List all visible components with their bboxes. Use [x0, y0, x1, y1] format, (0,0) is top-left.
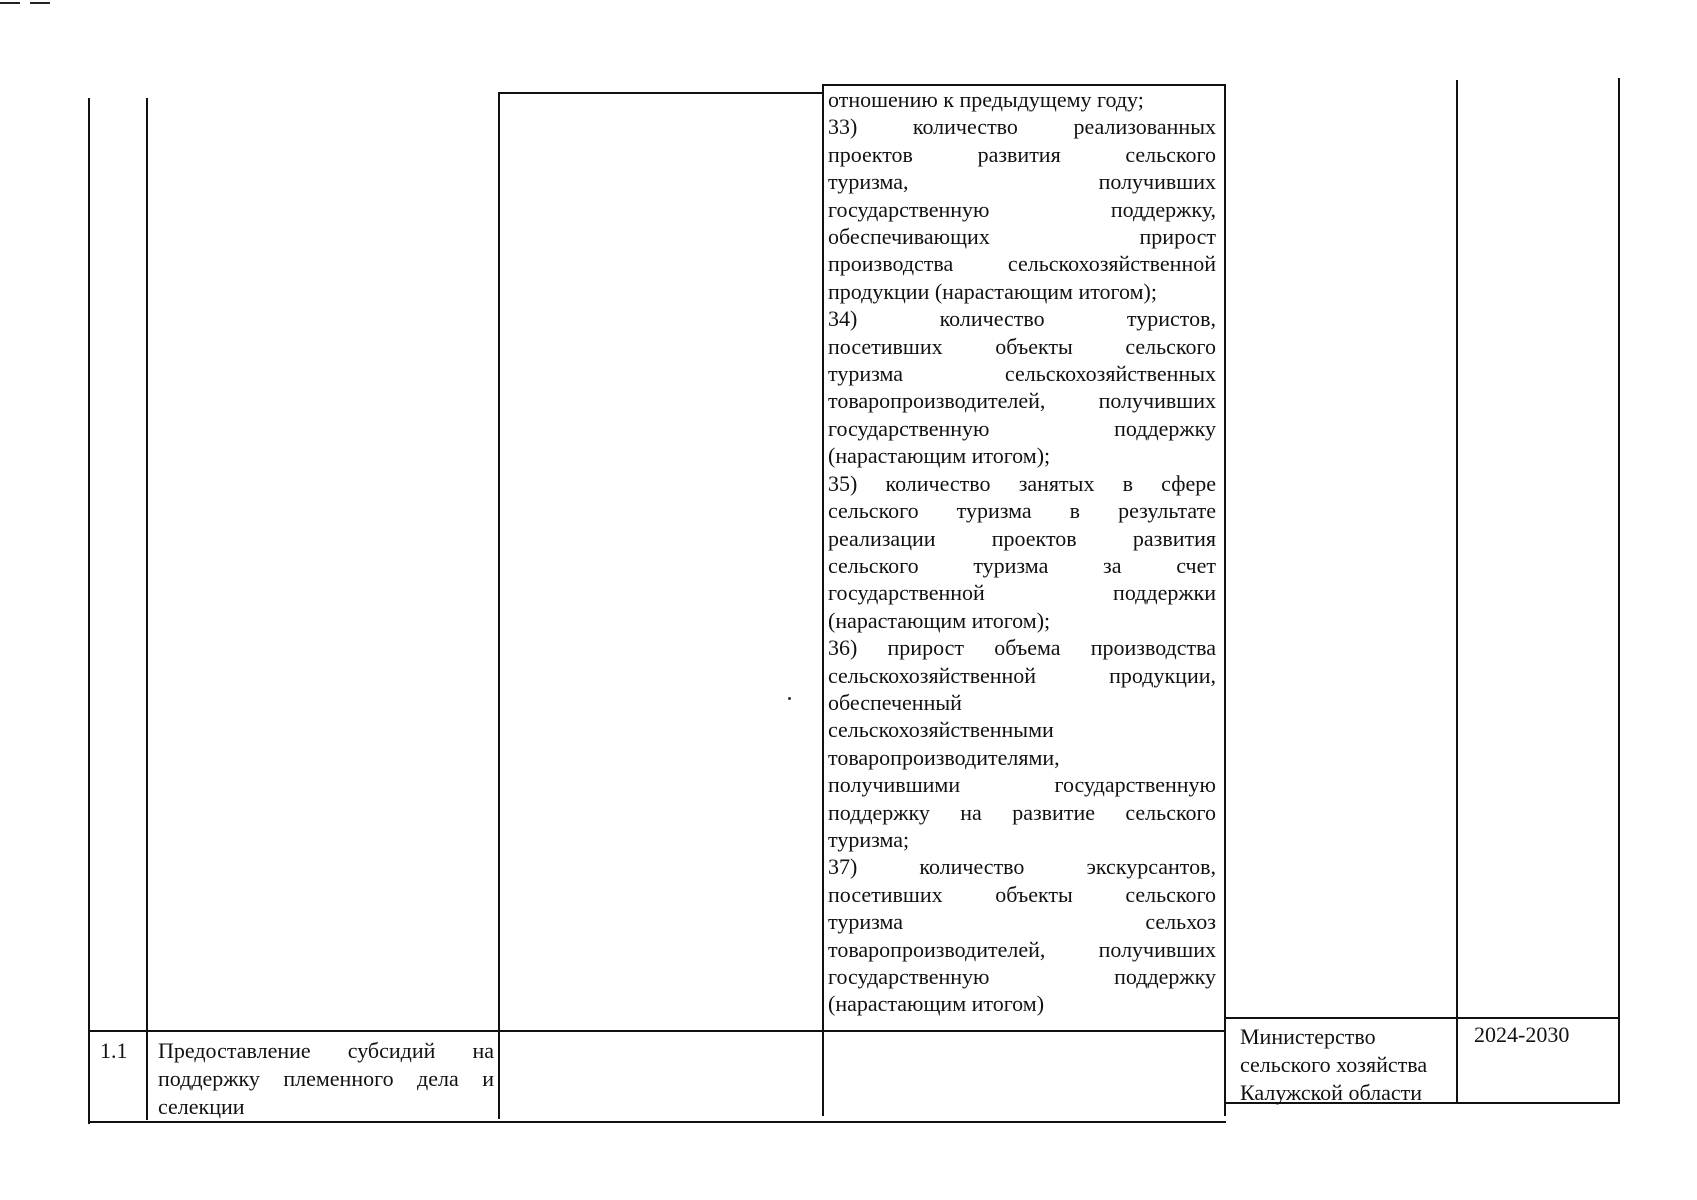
row-divider [88, 1030, 1226, 1032]
indicator-line: продукции (нарастающим итогом); [828, 278, 1157, 304]
indicator-line: проектов развития сельского [828, 141, 1216, 167]
executor-cell [1240, 1023, 1462, 1107]
scan-speck [788, 697, 791, 700]
scan-mark [0, 2, 20, 4]
indicator-line: товаропроизводителями, [828, 744, 1060, 770]
indicator-line: государственную поддержку [828, 964, 1216, 989]
indicator-line: посетивших объекты сельского [828, 881, 1216, 907]
row-divider-right [1224, 1017, 1620, 1019]
column-divider-5 [1456, 80, 1458, 1103]
indicator-line: сельскохозяйственной продукции, [828, 662, 1216, 688]
indicator-line: государственную поддержку, [828, 196, 1216, 222]
column-divider-4 [1224, 84, 1226, 1116]
executor-line: Калужской области [1240, 1080, 1422, 1105]
indicator-line: поддержку на развитие сельского [828, 799, 1216, 825]
indicator-line: отношению к предыдущему году; [828, 87, 1144, 112]
indicator-line: (нарастающим итогом); [828, 607, 1051, 633]
column-divider-2 [498, 92, 500, 1119]
indicator-line: товаропроизводителей, получивших [828, 388, 1216, 414]
column-divider-3 [822, 86, 824, 1116]
indicator-line: туризма сельскохозяйственных [828, 361, 1216, 387]
row-name-cell [158, 1037, 494, 1121]
indicator-line: государственную поддержку [828, 415, 1216, 441]
indicator-line: 33) количество реализованных [828, 114, 1216, 140]
executor-line: Министерство [1240, 1024, 1376, 1049]
indicator-line: туризма сельхоз [828, 909, 1216, 935]
indicator-line: получившими государственную [828, 772, 1216, 798]
indicator-line: государственной поддержки [828, 580, 1216, 606]
indicator-line: 37) количество экскурсантов, [828, 854, 1216, 880]
indicator-line: сельского туризма в результате [828, 498, 1216, 524]
indicator-line: обеспеченный [828, 689, 962, 715]
indicator-line: туризма, получивших [828, 169, 1216, 195]
indicator-line: (нарастающим итогом); [828, 443, 1051, 469]
row-name-line: поддержку племенного дела и [158, 1066, 494, 1091]
indicator-line: сельскохозяйственными [828, 717, 1054, 743]
indicator-line: 36) прирост объема производства [828, 635, 1216, 661]
indicator-line: реализации проектов развития [828, 525, 1216, 551]
column-divider-1 [146, 98, 148, 1120]
table-border-bottom [88, 1121, 1226, 1123]
table-border-right [1618, 78, 1620, 1103]
indicator-line: товаропроизводителей, получивших [828, 936, 1216, 962]
row-number: 1.1 [100, 1038, 128, 1063]
table-border-left [88, 98, 90, 1124]
indicator-line: 35) количество занятых в сфере [828, 470, 1216, 496]
top-border-column-3 [498, 92, 824, 94]
indicator-line: туризма; [828, 826, 910, 852]
indicator-line: (нарастающим итогом) [828, 991, 1045, 1017]
indicator-line: обеспечивающих прирост [828, 224, 1216, 250]
row-name-line: селекции [158, 1094, 245, 1119]
indicator-line: посетивших объекты сельского [828, 333, 1216, 359]
indicator-line: производства сельскохозяйственной [828, 251, 1216, 277]
row-name-line: Предоставление субсидий на [158, 1038, 494, 1063]
period-cell: 2024-2030 [1474, 1022, 1570, 1047]
scan-mark [30, 2, 50, 4]
indicator-line: сельского туризма за счет [828, 552, 1216, 578]
indicator-line: 34) количество туристов, [828, 306, 1216, 332]
indicators-cell [828, 86, 1216, 1018]
executor-line: сельского хозяйства [1240, 1052, 1428, 1077]
